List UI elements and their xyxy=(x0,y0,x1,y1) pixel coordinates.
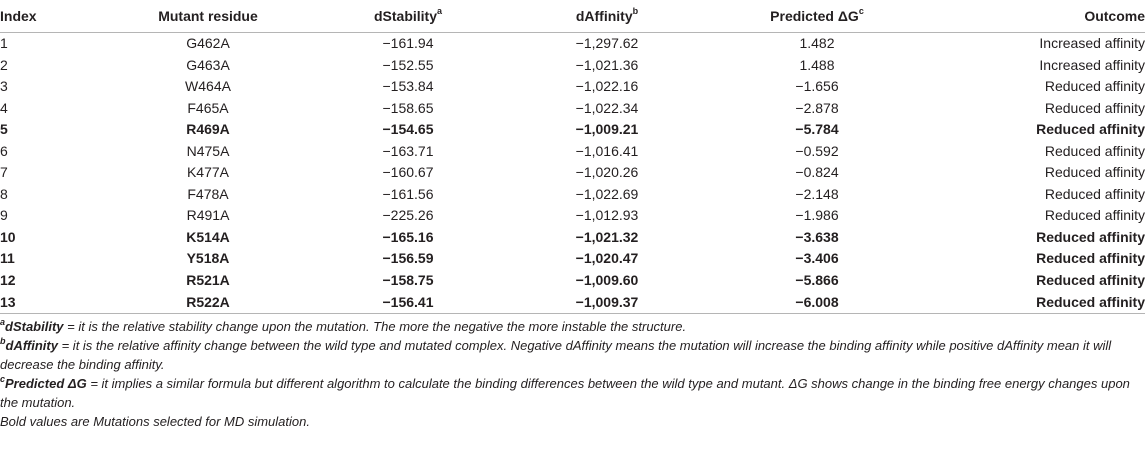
table-row xyxy=(0,270,1145,292)
footnote-term: dStability xyxy=(5,319,64,334)
cell-mutant-residue: K514A xyxy=(186,228,230,245)
cell-index: 13 xyxy=(0,291,108,314)
cell-predicted-dg: −5.784 xyxy=(795,121,839,138)
cell-index: 2 xyxy=(0,56,8,73)
cell-mutant-residue: F478A xyxy=(187,185,229,202)
cell-predicted-dg: 1.488 xyxy=(799,56,835,73)
cell-mutant-residue: R522A xyxy=(108,291,308,314)
cell-outcome: Increased affinity xyxy=(1039,56,1145,73)
cell-predicted-dg: −2.148 xyxy=(795,185,839,202)
cell-outcome: Reduced affinity xyxy=(1044,185,1145,202)
table-row xyxy=(0,291,1145,314)
header-index: Index xyxy=(0,0,108,33)
cell-index: 4 xyxy=(0,99,8,116)
footnote xyxy=(0,336,1145,374)
footnote-marker: b xyxy=(0,335,6,346)
footnote-text: = it is the relative affinity change between the wild type and mutated complex. Negative dAffinity means the mutation will increase the binding affinity while positive dAffinity mean it will decrease the binding affinity. xyxy=(0,338,1112,372)
cell-outcome: Reduced affinity xyxy=(1044,164,1145,181)
cell-daffinity: −1,009.37 xyxy=(508,291,706,314)
header-mutant-residue: Mutant residue xyxy=(108,0,308,33)
table-footnotes xyxy=(0,317,1145,431)
cell-mutant-residue: N475A xyxy=(186,142,230,159)
cell-outcome: Reduced affinity xyxy=(928,291,1145,314)
footnote-text: Bold values are Mutations selected for MD simulation. xyxy=(0,414,310,429)
cell-outcome: Increased affinity xyxy=(1039,35,1145,52)
cell-outcome: Reduced affinity xyxy=(1036,228,1145,245)
cell-dstability: −156.41 xyxy=(308,291,508,314)
cell-daffinity: −1,020.47 xyxy=(575,250,639,267)
cell-index: 9 xyxy=(0,207,8,224)
cell-daffinity: −1,021.32 xyxy=(575,228,639,245)
cell-outcome: Reduced affinity xyxy=(1036,250,1145,267)
footnote xyxy=(0,412,1145,431)
footnote-marker: a xyxy=(437,6,443,17)
cell-outcome: Reduced affinity xyxy=(1036,121,1145,138)
cell-dstability: −152.55 xyxy=(382,56,434,73)
cell-mutant-residue: G463A xyxy=(186,56,230,73)
footnote-term: Predicted ΔG xyxy=(5,376,87,391)
cell-dstability: −165.16 xyxy=(382,228,434,245)
cell-outcome: Reduced affinity xyxy=(1044,99,1145,116)
cell-predicted-dg: −6.008 xyxy=(706,291,928,314)
footnote-marker: a xyxy=(0,316,6,327)
cell-dstability: −158.75 xyxy=(382,271,434,288)
table-row xyxy=(0,33,1145,55)
cell-predicted-dg: −1.986 xyxy=(795,207,839,224)
cell-daffinity: −1,020.26 xyxy=(575,164,639,181)
cell-index: 11 xyxy=(0,250,15,267)
cell-predicted-dg: −3.406 xyxy=(795,250,839,267)
cell-dstability: −161.56 xyxy=(382,185,434,202)
cell-dstability: −161.94 xyxy=(382,35,434,52)
cell-dstability: −160.67 xyxy=(382,164,434,181)
cell-daffinity: −1,012.93 xyxy=(575,207,639,224)
footnote-text: = it implies a similar formula but different algorithm to calculate the binding differences between the wild type and mutant. ΔG shows change in the binding free energy changes upon the mutation. xyxy=(0,376,1130,410)
cell-predicted-dg: −0.824 xyxy=(795,164,839,181)
header-dstability: dStability$^a$ xyxy=(308,0,508,33)
cell-predicted-dg: −2.878 xyxy=(795,99,839,116)
cell-index: 1 xyxy=(0,35,8,52)
table-row xyxy=(0,141,1145,163)
footnote xyxy=(0,317,1145,336)
cell-dstability: −163.71 xyxy=(382,142,434,159)
cell-daffinity: −1,022.69 xyxy=(575,185,639,202)
cell-mutant-residue: K477A xyxy=(186,164,230,181)
table-row xyxy=(0,55,1145,77)
cell-daffinity: −1,297.62 xyxy=(575,35,639,52)
table-row xyxy=(0,184,1145,206)
cell-mutant-residue: G462A xyxy=(186,35,230,52)
cell-outcome: Reduced affinity xyxy=(1044,78,1145,95)
cell-daffinity: −1,022.16 xyxy=(575,78,639,95)
footnote-marker: b xyxy=(632,6,639,17)
footnote-marker: c xyxy=(858,6,864,17)
table-row xyxy=(0,248,1145,270)
cell-predicted-dg: 1.482 xyxy=(799,35,835,52)
cell-dstability: −158.65 xyxy=(382,99,434,116)
cell-daffinity: −1,016.41 xyxy=(575,142,639,159)
table-row xyxy=(0,227,1145,249)
cell-mutant-residue: R491A xyxy=(186,207,230,224)
table-row xyxy=(0,205,1145,227)
cell-daffinity: −1,009.21 xyxy=(575,121,639,138)
cell-daffinity: −1,009.60 xyxy=(575,271,639,288)
table-row xyxy=(0,76,1145,98)
footnote xyxy=(0,374,1145,412)
cell-dstability: −225.26 xyxy=(382,207,434,224)
cell-index: 3 xyxy=(0,78,8,95)
table-row xyxy=(0,119,1145,141)
footnote-text: = it is the relative stability change upon the mutation. The more the negative the more instable the structure. xyxy=(63,319,687,334)
cell-mutant-residue: F465A xyxy=(187,99,229,116)
table-header-row xyxy=(0,0,1145,33)
cell-outcome: Reduced affinity xyxy=(1044,142,1145,159)
header-daffinity: dAffinity$^b$ xyxy=(508,0,706,33)
cell-index: 5 xyxy=(0,121,8,138)
cell-daffinity: −1,021.36 xyxy=(575,56,639,73)
cell-outcome: Reduced affinity xyxy=(1044,207,1145,224)
cell-dstability: −154.65 xyxy=(382,121,434,138)
cell-index: 7 xyxy=(0,164,8,181)
cell-mutant-residue: W464A xyxy=(185,78,231,95)
footnote-marker: c xyxy=(0,373,6,384)
cell-predicted-dg: −0.592 xyxy=(795,142,839,159)
cell-predicted-dg: −5.866 xyxy=(795,271,839,288)
cell-mutant-residue: R521A xyxy=(186,271,230,288)
table-row xyxy=(0,98,1145,120)
cell-mutant-residue: R469A xyxy=(186,121,230,138)
header-outcome: Outcome xyxy=(928,0,1145,33)
cell-outcome: Reduced affinity xyxy=(1036,271,1145,288)
header-predicted-dg: Predicted $\Delta G^c$ xyxy=(706,0,928,33)
cell-index: 12 xyxy=(0,271,16,288)
footnote-term: dAffinity xyxy=(5,338,58,353)
cell-index: 6 xyxy=(0,142,8,159)
cell-daffinity: −1,022.34 xyxy=(575,99,639,116)
cell-index: 10 xyxy=(0,228,16,245)
cell-index: 8 xyxy=(0,185,8,202)
cell-predicted-dg: −3.638 xyxy=(795,228,839,245)
table-row xyxy=(0,162,1145,184)
cell-mutant-residue: Y518A xyxy=(186,250,230,267)
cell-dstability: −153.84 xyxy=(382,78,434,95)
cell-predicted-dg: −1.656 xyxy=(795,78,839,95)
cell-dstability: −156.59 xyxy=(382,250,434,267)
